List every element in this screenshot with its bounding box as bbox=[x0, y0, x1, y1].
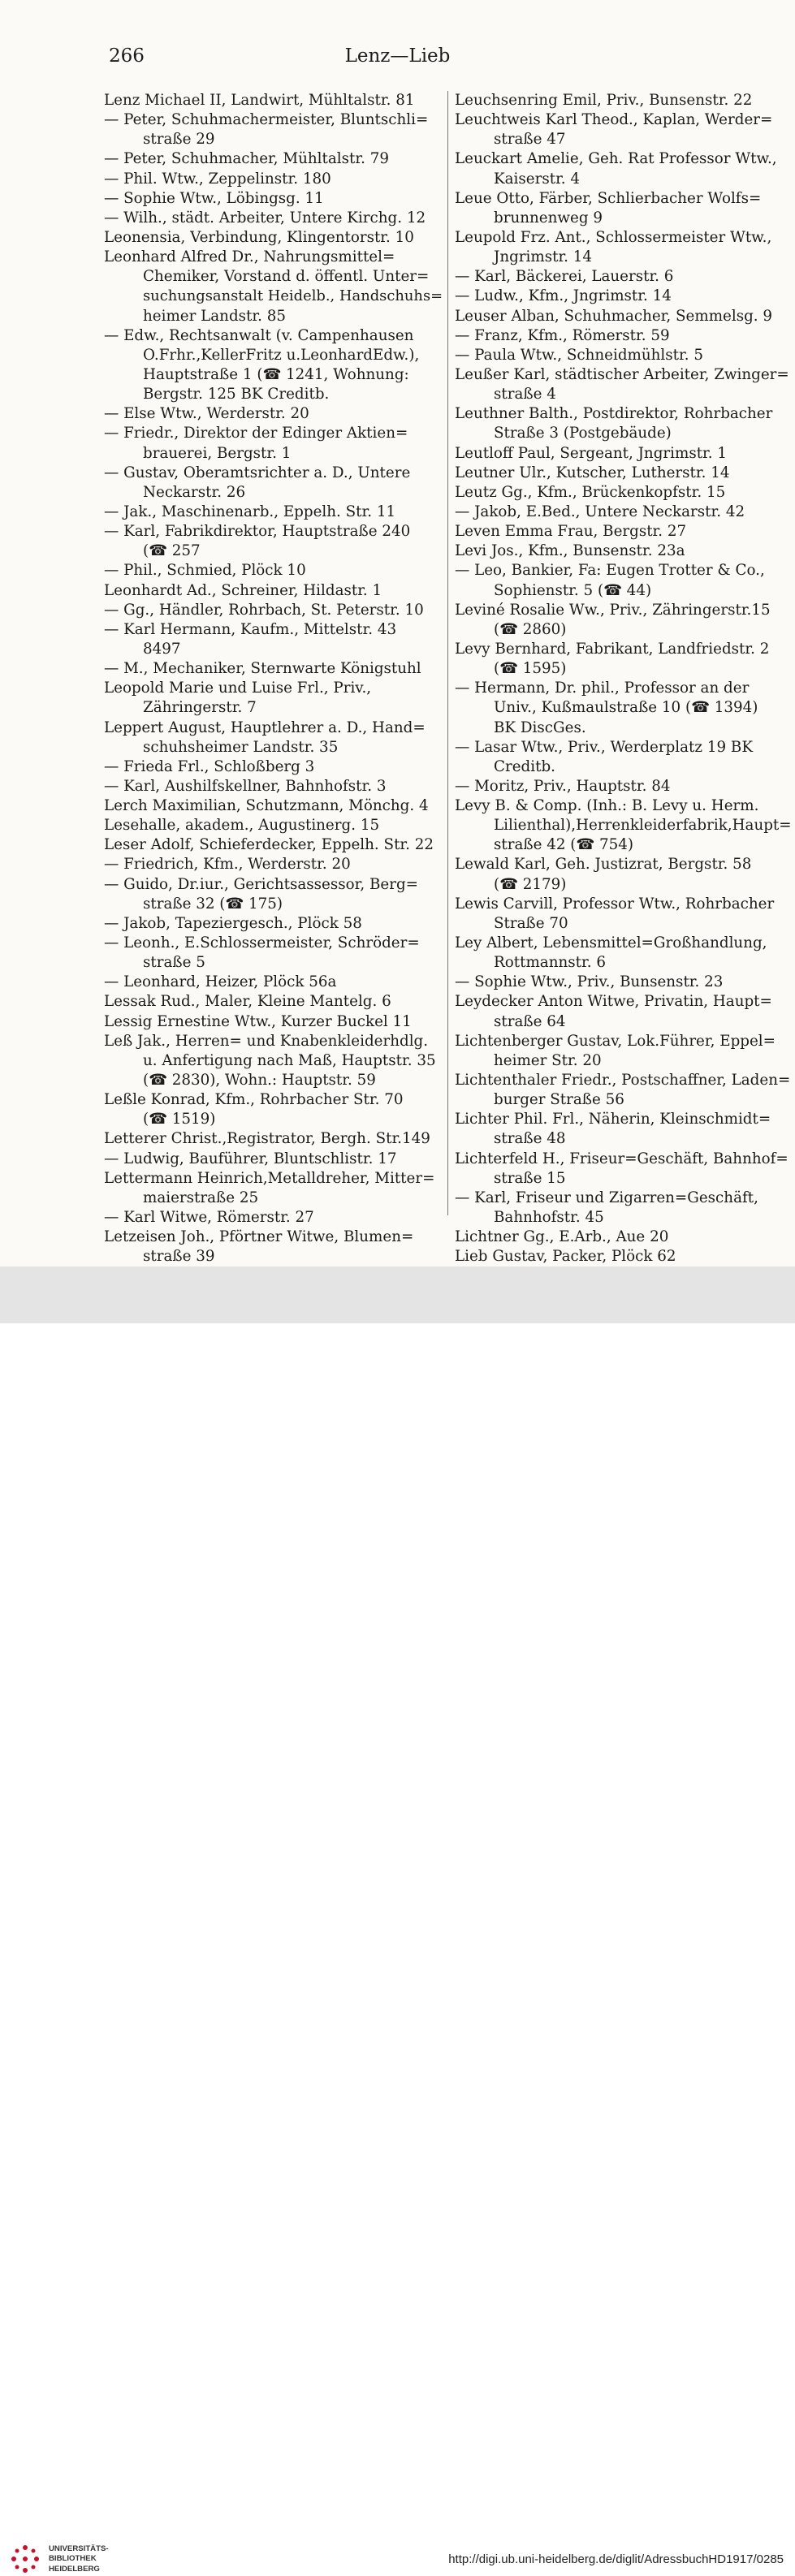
directory-line: — Paula Wtw., Schneidmühlstr. 5 bbox=[455, 346, 703, 364]
directory-line: — Lasar Wtw., Priv., Werderplatz 19 BK bbox=[455, 738, 754, 756]
left-column bbox=[104, 91, 443, 1266]
directory-line: Leuchsenring Emil, Priv., Bunsenstr. 22 bbox=[455, 92, 753, 109]
directory-line: Lichtner Gg., E.Arb., Aue 20 bbox=[455, 1228, 669, 1246]
source-url[interactable]: http://digi.ub.uni-heidelberg.de/diglit/AdressbuchHD1917/0285 bbox=[448, 2552, 784, 2566]
directory-line: Lettermann Heinrich,Metalldreher, Mitter= bbox=[104, 1169, 435, 1187]
footer-bar bbox=[0, 1266, 795, 2574]
directory-line: Bergstr. 125 BK Creditb. bbox=[143, 386, 330, 403]
directory-line: — Karl, Fabrikdirektor, Hauptstraße 240 bbox=[104, 523, 411, 541]
column-divider bbox=[447, 91, 448, 1215]
directory-line: — Karl, Aushilfskellner, Bahnhofstr. 3 bbox=[104, 777, 387, 795]
directory-line: Lilienthal),Herrenkleiderfabrik,Haupt= bbox=[494, 817, 792, 835]
directory-line: Leß Jak., Herren= und Knabenkleiderhdlg. bbox=[104, 1032, 429, 1050]
directory-line: Leven Emma Frau, Bergstr. 27 bbox=[455, 523, 687, 541]
directory-line: — Frieda Frl., Schloßberg 3 bbox=[104, 757, 315, 775]
directory-line: Zähringerstr. 7 bbox=[143, 699, 257, 717]
directory-line: Lewald Karl, Geh. Justizrat, Bergstr. 58 bbox=[455, 856, 752, 874]
directory-line: — Sophie Wtw., Löbingsg. 11 bbox=[104, 189, 324, 207]
directory-line: Lesehalle, akadem., Augustinerg. 15 bbox=[104, 817, 380, 835]
directory-line: Rottmannstr. 6 bbox=[494, 954, 606, 972]
directory-line: BK DiscGes. bbox=[494, 718, 586, 736]
directory-line: Leutloff Paul, Sergeant, Jngrimstr. 1 bbox=[455, 444, 728, 462]
directory-line: Neckarstr. 26 bbox=[143, 483, 246, 501]
directory-line: Leppert August, Hauptlehrer a. D., Hand= bbox=[104, 718, 426, 736]
directory-line: — M., Mechaniker, Sternwarte Königstuhl bbox=[104, 660, 421, 678]
directory-line: Sophienstr. 5 (☎ 44) bbox=[494, 581, 652, 599]
directory-line: Leviné Rosalie Ww., Priv., Zähringerstr.15 bbox=[455, 601, 771, 619]
directory-line: — Jakob, E.Bed., Untere Neckarstr. 42 bbox=[455, 503, 745, 520]
directory-line: — Wilh., städt. Arbeiter, Untere Kirchg. 12 bbox=[104, 209, 426, 227]
directory-line: — Phil., Schmied, Plöck 10 bbox=[104, 562, 306, 580]
directory-line: Hauptstraße 1 (☎ 1241, Wohnung: bbox=[143, 365, 409, 383]
directory-line: Levy B. & Comp. (Inh.: B. Levy u. Herm. bbox=[455, 797, 759, 815]
directory-line: Leupold Frz. Ant., Schlossermeister Wtw., bbox=[455, 228, 772, 246]
directory-line: straße 29 bbox=[143, 131, 215, 149]
directory-line: (☎ 2860) bbox=[494, 620, 567, 638]
directory-line: (☎ 257 bbox=[143, 542, 201, 560]
directory-line: — Friedrich, Kfm., Werderstr. 20 bbox=[104, 856, 351, 874]
directory-line: heimer Landstr. 85 bbox=[143, 307, 287, 325]
logo-line: BIBLIOTHEK bbox=[49, 2554, 97, 2564]
directory-line: — Peter, Schuhmachermeister, Bluntschli= bbox=[104, 111, 429, 129]
directory-line: straße 64 bbox=[494, 1012, 566, 1030]
directory-line: Leutz Gg., Kfm., Brückenkopfstr. 15 bbox=[455, 483, 726, 501]
directory-line: Leue Otto, Färber, Schlierbacher Wolfs= bbox=[455, 189, 762, 207]
directory-line: u. Anfertigung nach Maß, Hauptstr. 35 bbox=[143, 1051, 436, 1069]
directory-line: Lerch Maximilian, Schutzmann, Mönchg. 4 bbox=[104, 797, 429, 815]
directory-line: straße 15 bbox=[494, 1169, 566, 1187]
directory-line: brunnenweg 9 bbox=[494, 209, 603, 227]
directory-line: — Phil. Wtw., Zeppelinstr. 180 bbox=[104, 170, 331, 188]
directory-line: Leonhard Alfred Dr., Nahrungsmittel= bbox=[104, 248, 395, 266]
directory-line: — Karl, Friseur und Zigarren=Geschäft, bbox=[455, 1189, 758, 1206]
directory-line: — Leonhard, Heizer, Plöck 56a bbox=[104, 973, 337, 991]
logo-line: HEIDELBERG bbox=[49, 2564, 100, 2574]
directory-line: Lewis Carvill, Professor Wtw., Rohrbacher bbox=[455, 895, 775, 913]
directory-line: — Moritz, Priv., Hauptstr. 84 bbox=[455, 777, 671, 795]
directory-line: Leser Adolf, Schieferdecker, Eppelh. Str. 22 bbox=[104, 836, 434, 854]
directory-line: — Edw., Rechtsanwalt (v. Campenhausen bbox=[104, 326, 414, 344]
directory-line: Straße 3 (Postgebäude) bbox=[494, 425, 672, 442]
directory-line: Kaiserstr. 4 bbox=[494, 170, 581, 188]
library-logo-icon bbox=[8, 2542, 42, 2576]
directory-line: 8497 bbox=[143, 640, 181, 658]
directory-line: — Leonh., E.Schlossermeister, Schröder= bbox=[104, 934, 420, 952]
directory-line: — Peter, Schuhmacher, Mühltalstr. 79 bbox=[104, 150, 389, 168]
directory-line: Lichtenthaler Friedr., Postschaffner, Laden= bbox=[455, 1072, 791, 1090]
directory-line: — Ludw., Kfm., Jngrimstr. 14 bbox=[455, 287, 672, 305]
directory-line: — Jak., Maschinenarb., Eppelh. Str. 11 bbox=[104, 503, 396, 520]
directory-line: Leuckart Amelie, Geh. Rat Professor Wtw., bbox=[455, 150, 777, 168]
logo-line: UNIVERSITÄTS- bbox=[49, 2544, 109, 2553]
directory-line: Lessak Rud., Maler, Kleine Mantelg. 6 bbox=[104, 993, 391, 1011]
scanned-page bbox=[0, 0, 795, 1266]
directory-line: — Else Wtw., Werderstr. 20 bbox=[104, 405, 309, 423]
directory-line: — Karl Hermann, Kaufm., Mittelstr. 43 bbox=[104, 620, 397, 638]
directory-line: O.Frhr.,KellerFritz u.LeonhardEdw.), bbox=[143, 346, 420, 364]
directory-line: Letterer Christ.,Registrator, Bergh. Str.149 bbox=[104, 1130, 430, 1148]
directory-line: Creditb. bbox=[494, 757, 555, 775]
directory-line: straße 39 bbox=[143, 1248, 215, 1266]
directory-line: heimer Str. 20 bbox=[494, 1051, 602, 1069]
directory-line: — Karl Witwe, Römerstr. 27 bbox=[104, 1209, 314, 1227]
running-head: Lenz—Lieb bbox=[344, 45, 451, 67]
directory-line: (☎ 2179) bbox=[494, 875, 567, 893]
directory-line: (☎ 1595) bbox=[494, 660, 567, 678]
directory-line: straße 42 (☎ 754) bbox=[494, 836, 634, 854]
directory-line: Levi Jos., Kfm., Bunsenstr. 23a bbox=[455, 542, 685, 560]
directory-line: — Friedr., Direktor der Edinger Aktien= bbox=[104, 425, 408, 442]
directory-line: Leonhardt Ad., Schreiner, Hildastr. 1 bbox=[104, 581, 382, 599]
library-logo-text bbox=[49, 2544, 109, 2574]
directory-line: Lenz Michael II, Landwirt, Mühltalstr. 81 bbox=[104, 92, 415, 109]
directory-line: — Guido, Dr.iur., Gerichtsassessor, Berg= bbox=[104, 875, 418, 893]
directory-line: straße 32 (☎ 175) bbox=[143, 895, 283, 913]
directory-line: maierstraße 25 bbox=[143, 1189, 259, 1206]
directory-line: Leßle Konrad, Kfm., Rohrbacher Str. 70 bbox=[104, 1091, 404, 1109]
directory-line: — Franz, Kfm., Römerstr. 59 bbox=[455, 326, 670, 344]
directory-line: burger Straße 56 bbox=[494, 1091, 624, 1109]
directory-line: Lichterfeld H., Friseur=Geschäft, Bahnhof= bbox=[455, 1150, 789, 1167]
directory-line: Leuthner Balth., Postdirektor, Rohrbacher bbox=[455, 405, 773, 423]
directory-line: straße 5 bbox=[143, 954, 205, 972]
directory-line: Leutner Ulr., Kutscher, Lutherstr. 14 bbox=[455, 464, 730, 481]
directory-line: Straße 70 bbox=[494, 914, 568, 932]
directory-line: Letzeisen Joh., Pförtner Witwe, Blumen= bbox=[104, 1228, 414, 1246]
directory-line: — Ludwig, Bauführer, Bluntschlistr. 17 bbox=[104, 1150, 397, 1167]
page-number: 266 bbox=[109, 45, 145, 67]
directory-line: Ley Albert, Lebensmittel=Großhandlung, bbox=[455, 934, 767, 952]
directory-line: Leopold Marie und Luise Frl., Priv., bbox=[104, 680, 372, 697]
directory-line: Lieb Gustav, Packer, Plöck 62 bbox=[455, 1248, 676, 1266]
directory-line: — Jakob, Tapeziergesch., Plöck 58 bbox=[104, 914, 362, 932]
directory-line: Bahnhofstr. 45 bbox=[494, 1209, 604, 1227]
directory-line: Levy Bernhard, Fabrikant, Landfriedstr. 2 bbox=[455, 640, 770, 658]
directory-line: Leuser Alban, Schuhmacher, Semmelsg. 9 bbox=[455, 307, 773, 325]
directory-line: Chemiker, Vorstand d. öffentl. Unter= bbox=[143, 268, 430, 286]
directory-line: Lessig Ernestine Wtw., Kurzer Buckel 11 bbox=[104, 1012, 412, 1030]
directory-line: — Karl, Bäckerei, Lauerstr. 6 bbox=[455, 268, 674, 286]
directory-line: brauerei, Bergstr. 1 bbox=[143, 444, 292, 462]
directory-line: Leußer Karl, städtischer Arbeiter, Zwinger= bbox=[455, 365, 789, 383]
directory-line: Leonensia, Verbindung, Klingentorstr. 10 bbox=[104, 228, 414, 246]
directory-line: (☎ 1519) bbox=[143, 1111, 216, 1128]
directory-line: straße 47 bbox=[494, 131, 566, 149]
directory-line: — Leo, Bankier, Fa: Eugen Trotter & Co., bbox=[455, 562, 765, 580]
directory-line: Leuchtweis Karl Theod., Kaplan, Werder= bbox=[455, 111, 773, 129]
directory-line: (☎ 2830), Wohn.: Hauptstr. 59 bbox=[143, 1072, 376, 1090]
directory-line: Univ., Kußmaulstraße 10 (☎ 1394) bbox=[494, 699, 758, 717]
directory-line: — Gustav, Oberamtsrichter a. D., Untere bbox=[104, 464, 411, 481]
directory-line: suchungsanstalt Heidelb., Handschuhs= bbox=[143, 287, 443, 305]
directory-line: straße 48 bbox=[494, 1130, 566, 1148]
right-column bbox=[455, 91, 795, 1266]
directory-line: — Hermann, Dr. phil., Professor an der bbox=[455, 680, 750, 697]
directory-line: Lichter Phil. Frl., Näherin, Kleinschmidt= bbox=[455, 1111, 771, 1128]
directory-line: straße 4 bbox=[494, 386, 556, 403]
directory-line: Leydecker Anton Witwe, Privatin, Haupt= bbox=[455, 993, 772, 1011]
directory-line: — Gg., Händler, Rohrbach, St. Peterstr. 10 bbox=[104, 601, 424, 619]
directory-line: Lichtenberger Gustav, Lok.Führer, Eppel= bbox=[455, 1032, 776, 1050]
directory-line: schuhsheimer Landstr. 35 bbox=[143, 738, 339, 756]
directory-line: Jngrimstr. 14 bbox=[494, 248, 593, 266]
directory-line: — Sophie Wtw., Priv., Bunsenstr. 23 bbox=[455, 973, 724, 991]
